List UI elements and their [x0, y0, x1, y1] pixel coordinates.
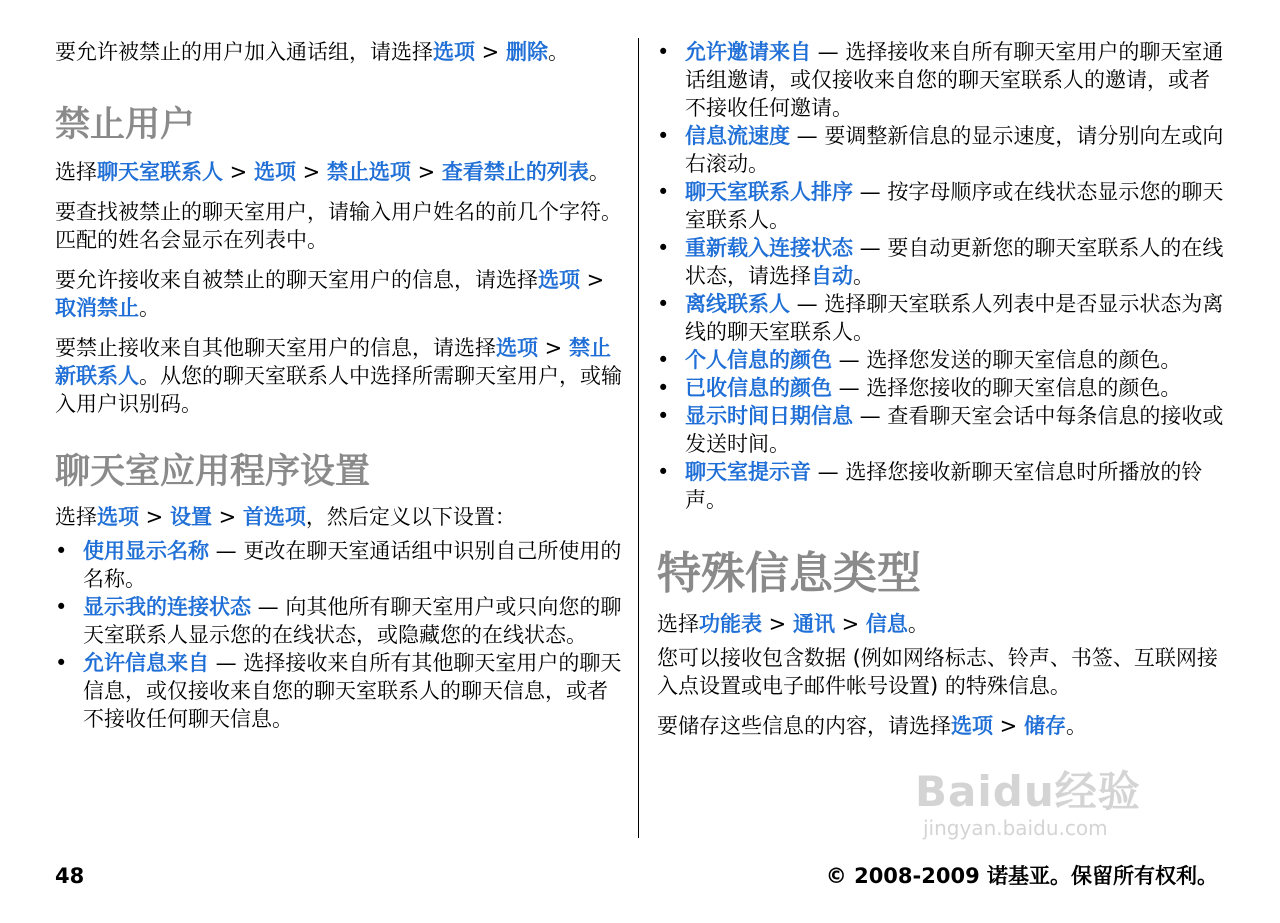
list-item	[657, 122, 1227, 178]
path-separator: >	[475, 40, 506, 64]
path-separator: >	[410, 160, 442, 184]
setting-description: — 要自动更新您的聊天室联系人的在线状态，请选择	[685, 236, 1224, 288]
setting-term[interactable]: 聊天室联系人排序	[685, 180, 853, 204]
link-save[interactable]: 储存	[1023, 714, 1066, 738]
path-end: ，然后定义以下设置：	[305, 505, 516, 529]
list-item	[657, 346, 1227, 374]
link-delete[interactable]: 删除	[505, 40, 548, 64]
list-item	[657, 290, 1227, 346]
list-item	[55, 649, 625, 733]
link-options[interactable]: 选项	[97, 505, 139, 529]
link-chat-contacts[interactable]: 聊天室联系人	[97, 160, 223, 184]
intro-text: 要允许被禁止的用户加入通话组，请选择	[55, 40, 433, 64]
path-separator: >	[580, 268, 605, 292]
right-column	[657, 38, 1227, 752]
link-menu[interactable]: 功能表	[699, 612, 762, 636]
path-separator: >	[139, 505, 170, 529]
block-text-end: 。从您的聊天室联系人中选择所需聊天室用户，或输入用户识别码。	[55, 364, 622, 416]
setting-description: — 按字母顺序或在线状态显示您的聊天室联系人。	[685, 180, 1224, 232]
ban-path-paragraph	[55, 158, 625, 186]
setting-description: — 选择您接收新聊天室信息时所播放的铃声。	[685, 460, 1203, 512]
copyright-notice: © 2008-2009 诺基亚。保留所有权利。	[825, 864, 1218, 888]
save-end: 。	[1065, 714, 1087, 738]
bullet: •	[657, 292, 670, 316]
bullet: •	[657, 460, 670, 484]
watermark-url: jingyan.baidu.com	[923, 816, 1108, 840]
list-item	[657, 458, 1227, 514]
list-item	[657, 374, 1227, 402]
setting-term[interactable]: 显示我的连接状态	[83, 595, 251, 619]
bullet: •	[657, 376, 670, 400]
special-description: 您可以接收包含数据 (例如网络标志、铃声、书签、互联网接入点设置或电子邮件帐号设置) 的特殊信息。	[657, 646, 1218, 698]
save-text: 要储存这些信息的内容，请选择	[657, 714, 951, 738]
page-number: 48	[55, 864, 85, 888]
allow-messages-paragraph	[55, 266, 625, 322]
bullet: •	[55, 651, 68, 675]
left-column	[55, 38, 625, 733]
link-options[interactable]: 选项	[433, 40, 475, 64]
link-view-banned-list[interactable]: 查看禁止的列表	[441, 160, 589, 184]
setting-term[interactable]: 允许邀请来自	[685, 40, 811, 64]
setting-end: 。	[853, 264, 874, 288]
link-preferences[interactable]: 首选项	[242, 505, 306, 529]
link-ban-new-contact[interactable]: 禁止新联系人	[55, 336, 611, 388]
path-separator: >	[223, 160, 254, 184]
link-automatic[interactable]: 自动	[811, 264, 853, 288]
setting-term[interactable]: 已收信息的颜色	[685, 376, 832, 400]
intro-end: 。	[547, 40, 569, 64]
setting-description: — 选择您发送的聊天室信息的颜色。	[832, 348, 1182, 372]
bullet: •	[657, 236, 670, 260]
list-item	[657, 234, 1227, 290]
bullet: •	[657, 348, 670, 372]
path-separator: >	[993, 714, 1024, 738]
path-separator: >	[762, 612, 793, 636]
list-item	[657, 402, 1227, 458]
allow-text: 要允许接收来自被禁止的聊天室用户的信息，请选择	[55, 268, 538, 292]
allow-end: 。	[139, 296, 160, 320]
list-item	[657, 38, 1227, 122]
path-separator: >	[834, 612, 866, 636]
link-options[interactable]: 选项	[951, 714, 993, 738]
setting-description: — 向其他所有聊天室用户或只向您的聊天室联系人显示您的在线状态，或隐藏您的在线状态。	[83, 595, 622, 647]
path-end: 。	[907, 612, 929, 636]
heading-app-settings: 聊天室应用程序设置	[55, 452, 371, 492]
bullet: •	[657, 124, 670, 148]
bullet: •	[55, 539, 68, 563]
setting-term[interactable]: 允许信息来自	[83, 651, 209, 675]
link-messages[interactable]: 信息	[865, 612, 908, 636]
link-ban-options[interactable]: 禁止选项	[326, 160, 411, 184]
link-options[interactable]: 选项	[496, 336, 538, 360]
setting-description: — 选择聊天室联系人列表中是否显示状态为离线的聊天室联系人。	[685, 292, 1224, 344]
right-settings-list	[657, 38, 1227, 514]
setting-term[interactable]: 离线联系人	[685, 292, 790, 316]
link-messaging[interactable]: 通讯	[792, 612, 835, 636]
list-item	[55, 593, 625, 649]
path-prefix: 选择	[55, 160, 97, 184]
path-separator: >	[211, 505, 243, 529]
heading-special-messages: 特殊信息类型	[657, 548, 921, 599]
link-unban[interactable]: 取消禁止	[55, 296, 139, 320]
setting-description: — 要调整新信息的显示速度，请分别向左或向右滚动。	[685, 124, 1224, 176]
path-prefix: 选择	[657, 612, 699, 636]
setting-description: — 查看聊天室会话中每条信息的接收或发送时间。	[685, 404, 1224, 456]
link-settings[interactable]: 设置	[169, 505, 212, 529]
save-paragraph	[657, 712, 1227, 740]
block-text: 要禁止接收来自其他聊天室用户的信息，请选择	[55, 336, 496, 360]
setting-description: — 选择接收来自所有聊天室用户的聊天室通话组邀请，或仅接收来自您的聊天室联系人的邀请，或者不接收任何邀请。	[685, 40, 1224, 120]
left-settings-list	[55, 537, 625, 733]
bullet: •	[657, 40, 670, 64]
baidu-watermark	[915, 768, 1215, 858]
setting-description: — 更改在聊天室通话组中识别自己所使用的名称。	[83, 539, 622, 591]
path-separator: >	[295, 160, 327, 184]
list-item	[55, 537, 625, 593]
setting-term[interactable]: 信息流速度	[685, 124, 790, 148]
link-options[interactable]: 选项	[538, 268, 580, 292]
setting-term[interactable]: 重新载入连接状态	[685, 236, 853, 260]
intro-paragraph	[55, 38, 625, 66]
heading-ban-users: 禁止用户	[55, 105, 196, 145]
special-path-paragraph	[657, 610, 1227, 638]
setting-description: — 选择接收来自所有其他聊天室用户的聊天信息，或仅接收来自您的聊天室联系人的聊天信息，或者不接收任何聊天信息。	[83, 651, 622, 731]
block-messages-paragraph	[55, 334, 625, 418]
bullet: •	[55, 595, 68, 619]
path-prefix: 选择	[55, 505, 97, 529]
setting-term[interactable]: 显示时间日期信息	[685, 404, 853, 428]
bullet: •	[657, 180, 670, 204]
setting-term[interactable]: 个人信息的颜色	[685, 348, 832, 372]
column-divider	[638, 38, 639, 838]
list-item	[657, 178, 1227, 234]
setting-term[interactable]: 聊天室提示音	[685, 460, 811, 484]
find-banned-paragraph: 要查找被禁止的聊天室用户，请输入用户姓名的前几个字符。匹配的姓名会显示在列表中。	[55, 200, 622, 252]
bullet: •	[657, 404, 670, 428]
path-end: 。	[588, 160, 610, 184]
watermark-logo: Baidu经验	[915, 767, 1141, 816]
app-settings-path	[55, 503, 625, 531]
setting-description: — 选择您接收的聊天室信息的颜色。	[832, 376, 1182, 400]
setting-term[interactable]: 使用显示名称	[83, 539, 209, 563]
path-separator: >	[538, 336, 569, 360]
link-options[interactable]: 选项	[253, 160, 296, 184]
